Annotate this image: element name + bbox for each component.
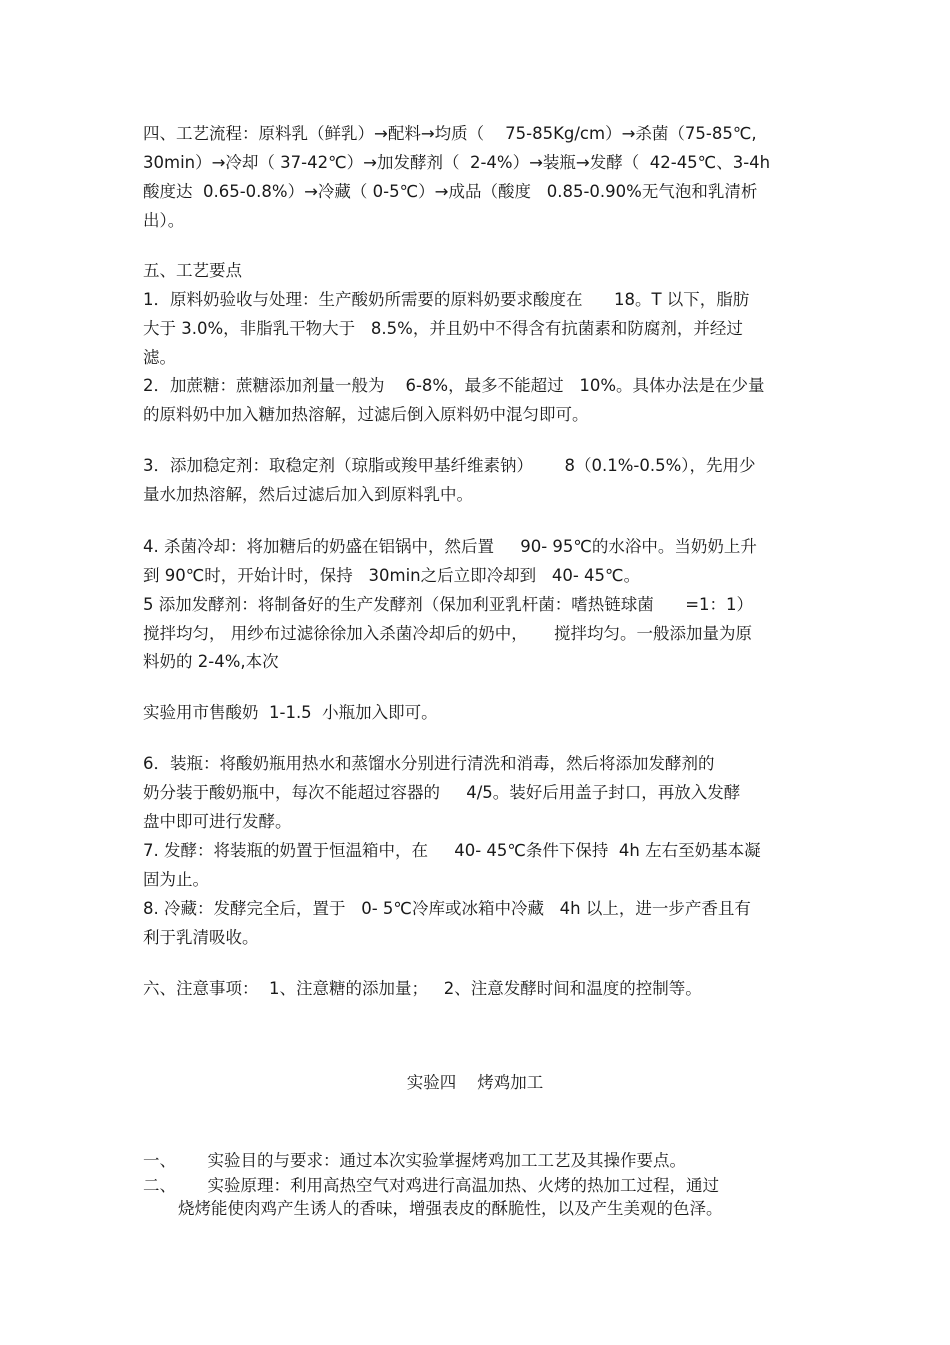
experiment-4-title: 实验四 烤鸡加工 [406, 1073, 544, 1092]
precautions-line: 六、注意事项： 1、注意糖的添加量； 2、注意发酵时间和温度的控制等。 [143, 979, 702, 998]
experiment-4-principle-line-2: 烧烤能使肉鸡产生诱人的香味，增强表皮的酥脆性，以及产生美观的色泽。 [178, 1199, 723, 1218]
point-5-line-1: 5 添加发酵剂：将制备好的生产发酵剂（保加利亚乳杆菌：嗜热链球菌 =1：1） [143, 595, 754, 614]
point-4-line-2: 到 90℃时，开始计时，保持 30min之后立即冷却到 40- 45℃。 [143, 566, 641, 585]
process-flow-line-4: 出）。 [143, 211, 185, 230]
experiment-4-objective: 一、 实验目的与要求：通过本次实验掌握烤鸡加工工艺及其操作要点。 [143, 1151, 686, 1170]
process-flow-line-1: 四、工艺流程：原料乳（鲜乳）→配料→均质（ 75-85Kg/cm）→杀菌（75-85℃, [143, 124, 757, 143]
experiment-4-principle-line-1: 二、 实验原理：利用高热空气对鸡进行高温加热、火烤的热加工过程，通过 [143, 1176, 719, 1195]
point-7-line-1: 7. 发酵：将装瓶的奶置于恒温箱中，在 40- 45℃条件下保持 4h 左右至奶基本凝 [143, 841, 761, 860]
process-flow-line-2: 30min）→冷却（ 37-42℃）→加发酵剂（ 2-4%）→装瓶→发酵（ 42-45℃、3-4h [143, 153, 771, 172]
point-8-line-2: 利于乳清吸收。 [143, 928, 259, 947]
point-1-line-1: 1．原料奶验收与处理：生产酸奶所需要的原料奶要求酸度在 18。T 以下，脂肪 [143, 290, 750, 309]
process-flow-line-3: 酸度达 0.65-0.8%）→冷藏（ 0-5℃）→成品（酸度 0.85-0.90%无气泡和乳清析 [143, 182, 758, 201]
point-5-continuation: 实验用市售酸奶 1-1.5 小瓶加入即可。 [143, 703, 438, 722]
point-6-line-2: 奶分装于酸奶瓶中，每次不能超过容器的 4/5。装好后用盖子封口，再放入发酵 [143, 783, 741, 802]
point-7-line-2: 固为止。 [143, 870, 209, 889]
point-2-line-1: 2．加蔗糖：蔗糖添加剂量一般为 6-8%，最多不能超过 10%。具体办法是在少量 [143, 376, 765, 395]
point-5-line-3: 料奶的 2-4%,本次 [143, 652, 279, 671]
point-6-line-3: 盘中即可进行发酵。 [143, 812, 292, 831]
point-3-line-2: 量水加热溶解，然后过滤后加入到原料乳中。 [143, 485, 473, 504]
point-3-line-1: 3．添加稳定剂：取稳定剂（琼脂或羧甲基纤维素钠） 8（0.1%-0.5%），先用少 [143, 456, 756, 475]
point-2-line-2: 的原料奶中加入糖加热溶解，过滤后倒入原料奶中混匀即可。 [143, 405, 589, 424]
point-1-line-3: 滤。 [143, 348, 176, 367]
point-5-line-2: 搅拌均匀， 用纱布过滤徐徐加入杀菌冷却后的奶中， 搅拌均匀。一般添加量为原 [143, 624, 752, 643]
point-8-line-1: 8. 冷藏：发酵完全后，置于 0- 5℃冷库或冰箱中冷藏 4h 以上，进一步产香且有 [143, 899, 751, 918]
point-4-line-1: 4. 杀菌冷却：将加糖后的奶盛在铝锅中，然后置 90- 95℃的水浴中。当奶奶上升 [143, 537, 757, 556]
point-1-line-2: 大于 3.0%，非脂乳干物大于 8.5%，并且奶中不得含有抗菌素和防腐剂，并经过 [143, 319, 743, 338]
point-6-line-1: 6．装瓶：将酸奶瓶用热水和蒸馏水分别进行清洗和消毒，然后将添加发酵剂的 [143, 754, 715, 773]
key-points-heading: 五、工艺要点 [143, 261, 242, 280]
